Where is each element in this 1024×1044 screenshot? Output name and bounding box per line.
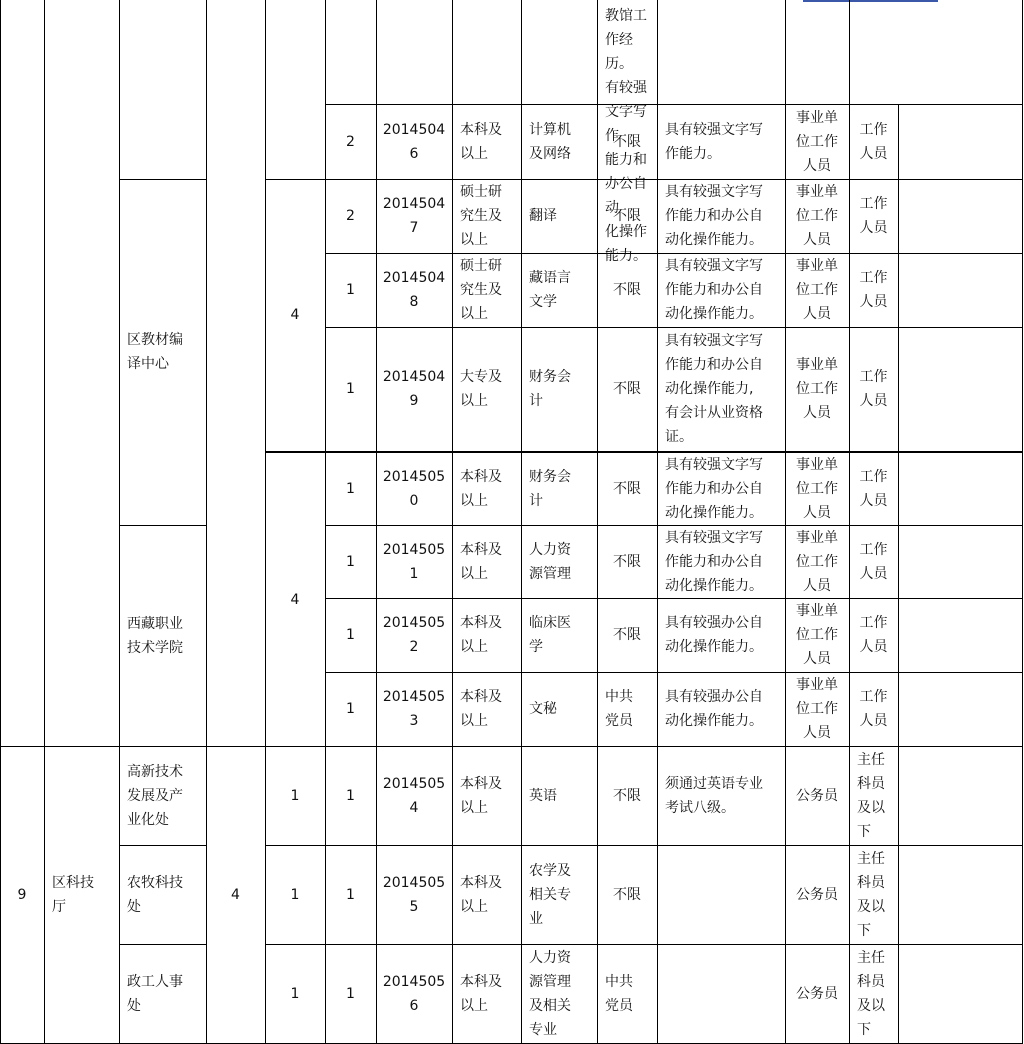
table-cell bbox=[898, 253, 1023, 328]
table-cell bbox=[325, 179, 377, 254]
cell-text: 本科及 以上 bbox=[460, 689, 502, 729]
table-cell bbox=[785, 598, 850, 673]
table-cell bbox=[597, 746, 658, 846]
cell-text: 不限 bbox=[613, 553, 641, 570]
table-cell bbox=[898, 672, 1023, 747]
table-cell bbox=[597, 104, 658, 180]
table-cell bbox=[521, 525, 598, 599]
table-cell bbox=[849, 746, 899, 846]
table-cell bbox=[452, 253, 522, 328]
cell-text: 政工人事 处 bbox=[127, 973, 183, 1014]
table-cell bbox=[376, 104, 453, 180]
cell-text: 2014505 3 bbox=[382, 689, 446, 729]
table-cell bbox=[376, 327, 453, 452]
table-cell bbox=[521, 0, 598, 105]
cell-text: 本科及 以上 bbox=[460, 775, 502, 816]
table-cell bbox=[849, 525, 899, 599]
table-cell bbox=[657, 0, 786, 105]
cell-text: 2014504 6 bbox=[382, 121, 446, 162]
table-cell bbox=[521, 598, 598, 673]
cell-text: 事业单 位工作 人员 bbox=[796, 677, 838, 741]
table-cell bbox=[376, 598, 453, 673]
table-cell bbox=[657, 944, 786, 1044]
table-cell bbox=[119, 0, 207, 180]
cell-text: 主任 科员 及以 下 bbox=[857, 949, 885, 1038]
table-cell bbox=[0, 0, 45, 747]
table-cell bbox=[44, 0, 120, 747]
table-cell bbox=[376, 672, 453, 747]
table-cell bbox=[785, 0, 850, 105]
table-cell bbox=[898, 525, 1023, 599]
cell-text: 1 bbox=[346, 282, 355, 298]
table-cell bbox=[597, 179, 658, 254]
cell-text: 具有较强文字写 作能力。 bbox=[665, 121, 763, 162]
cell-text: 不限 bbox=[613, 627, 641, 643]
table-cell bbox=[597, 525, 658, 599]
table-cell bbox=[452, 598, 522, 673]
table-cell bbox=[521, 944, 598, 1044]
cell-text: 本科及 以上 bbox=[460, 874, 502, 915]
table-cell bbox=[898, 179, 1023, 254]
cell-text: 不限 bbox=[613, 787, 641, 804]
table-cell bbox=[325, 525, 377, 599]
cell-text: 2 bbox=[346, 208, 355, 224]
table-cell bbox=[849, 327, 899, 452]
table-cell bbox=[452, 944, 522, 1044]
cell-text: 具有较强文字写 作能力和办公自 动化操作能力。 bbox=[665, 258, 763, 322]
cell-text: 英语 bbox=[529, 787, 557, 804]
cell-text: 具有较强文字写 作能力和办公自 动化操作能力, 有会计从业资格 证。 bbox=[665, 333, 763, 445]
cell-text: 工作 人员 bbox=[859, 469, 888, 509]
cell-text: 1 bbox=[290, 886, 300, 903]
table-cell bbox=[785, 525, 850, 599]
table-cell bbox=[521, 253, 598, 328]
table-cell bbox=[325, 327, 377, 452]
cell-text: 工作 人员 bbox=[859, 689, 888, 729]
cell-text: 不限 bbox=[613, 886, 641, 903]
cell-text: 2014505 0 bbox=[382, 469, 446, 509]
table-cell bbox=[265, 944, 326, 1044]
cell-text: 4 bbox=[290, 307, 300, 323]
cell-text: 不限 bbox=[613, 208, 641, 224]
table-cell bbox=[597, 845, 658, 945]
table-cell bbox=[898, 845, 1023, 945]
cell-text: 2014505 6 bbox=[382, 973, 446, 1014]
table-cell bbox=[521, 672, 598, 747]
table-cell bbox=[849, 253, 899, 328]
table-cell bbox=[785, 327, 850, 452]
table-cell bbox=[265, 746, 326, 846]
table-cell bbox=[325, 0, 377, 105]
table-cell bbox=[376, 253, 453, 328]
table-cell bbox=[657, 253, 786, 328]
cell-text: 2014505 4 bbox=[382, 775, 446, 816]
table-cell bbox=[325, 451, 377, 526]
cell-text: 中共 党员 bbox=[605, 689, 633, 729]
table-cell bbox=[119, 525, 207, 747]
cell-text: 本科及 以上 bbox=[460, 121, 502, 162]
table-cell bbox=[0, 746, 45, 1044]
table-cell bbox=[898, 598, 1023, 673]
table-cell bbox=[452, 104, 522, 180]
cell-text: 具有较强文字写 作能力和办公自 动化操作能力。 bbox=[665, 184, 763, 248]
table-cell bbox=[452, 179, 522, 254]
cell-text: 公务员 bbox=[796, 886, 838, 903]
table-cell bbox=[657, 451, 786, 526]
cell-text: 具有较强办公自 动化操作能力。 bbox=[665, 689, 763, 729]
cell-text: 事业单 位工作 人员 bbox=[796, 603, 838, 667]
cell-text: 公务员 bbox=[796, 985, 838, 1002]
table-cell bbox=[265, 0, 326, 180]
table-cell bbox=[785, 672, 850, 747]
table-cell bbox=[521, 104, 598, 180]
cell-text: 财务会 计 bbox=[529, 469, 571, 509]
table-cell bbox=[849, 672, 899, 747]
cell-text: 2014504 8 bbox=[382, 270, 446, 310]
table-cell bbox=[452, 0, 522, 105]
cell-text: 教馆工作经历。 有较强文字写作 能力和办公自动 化操作能力。 bbox=[605, 8, 647, 264]
table-cell bbox=[657, 179, 786, 254]
cell-text: 高新技术 发展及产 业化处 bbox=[127, 763, 183, 828]
table-cell bbox=[785, 179, 850, 254]
cell-text: 2 bbox=[346, 133, 355, 150]
cell-text: 硕士研 究生及 以上 bbox=[460, 258, 502, 322]
cell-text: 工作 人员 bbox=[859, 196, 888, 236]
cell-text: 事业单 位工作 人员 bbox=[796, 529, 838, 594]
cell-text: 1 bbox=[290, 787, 300, 804]
cell-text: 工作 人员 bbox=[859, 369, 888, 409]
cell-text: 1 bbox=[346, 627, 355, 643]
cell-text: 不限 bbox=[613, 481, 641, 497]
cell-text: 本科及 以上 bbox=[460, 973, 502, 1014]
table-cell bbox=[597, 451, 658, 526]
table-cell bbox=[452, 746, 522, 846]
cell-text: 区教材编 译中心 bbox=[127, 332, 183, 372]
cell-text: 1 bbox=[346, 701, 355, 717]
table-cell bbox=[452, 451, 522, 526]
cell-text: 2014505 1 bbox=[382, 541, 446, 582]
table-cell bbox=[898, 327, 1023, 452]
table-cell bbox=[657, 672, 786, 747]
table-cell bbox=[452, 525, 522, 599]
table-cell bbox=[898, 944, 1023, 1044]
cell-text: 临床医 学 bbox=[529, 615, 571, 655]
table-cell bbox=[452, 327, 522, 452]
table-cell bbox=[521, 845, 598, 945]
cell-text: 1 bbox=[346, 481, 355, 497]
table-cell bbox=[325, 845, 377, 945]
cell-text: 人力资 源管理 及相关 专业 bbox=[529, 949, 571, 1038]
cell-text: 不限 bbox=[613, 381, 641, 397]
table-cell bbox=[597, 672, 658, 747]
table-cell bbox=[521, 451, 598, 526]
table-cell bbox=[657, 104, 786, 180]
cell-text: 事业单 位工作 人员 bbox=[796, 357, 838, 421]
table-cell bbox=[325, 598, 377, 673]
cell-text: 具有较强办公自 动化操作能力。 bbox=[665, 615, 763, 655]
table-cell bbox=[119, 179, 207, 526]
cell-text: 1 bbox=[346, 381, 355, 397]
cell-text: 2014504 9 bbox=[382, 369, 446, 409]
table-cell bbox=[898, 104, 1023, 180]
cell-text: 硕士研 究生及 以上 bbox=[460, 184, 502, 248]
cell-text: 工作 人员 bbox=[859, 541, 888, 582]
cell-text: 9 bbox=[17, 886, 27, 903]
table-cell bbox=[376, 525, 453, 599]
table-cell bbox=[597, 253, 658, 328]
table-cell bbox=[785, 104, 850, 180]
table-cell bbox=[265, 451, 326, 747]
table-cell bbox=[657, 746, 786, 846]
table-cell bbox=[849, 451, 899, 526]
cell-text: 工作 人员 bbox=[859, 615, 888, 655]
table-cell bbox=[657, 327, 786, 452]
table-cell bbox=[898, 451, 1023, 526]
table-cell bbox=[849, 179, 899, 254]
table-cell bbox=[849, 944, 899, 1044]
table-cell bbox=[452, 845, 522, 945]
cell-text: 事业单 位工作 人员 bbox=[796, 457, 838, 521]
cell-text: 具有较强文字写 作能力和办公自 动化操作能力。 bbox=[665, 529, 763, 594]
cell-text: 大专及 以上 bbox=[460, 369, 502, 409]
table-cell bbox=[376, 746, 453, 846]
table-cell bbox=[325, 944, 377, 1044]
cell-text: 2014505 5 bbox=[382, 874, 446, 915]
table-cell bbox=[376, 845, 453, 945]
cell-text: 藏语言 文学 bbox=[529, 270, 571, 310]
table-cell bbox=[898, 746, 1023, 846]
cell-text: 须通过英语专业 考试八级。 bbox=[665, 775, 763, 816]
cell-text: 2014504 7 bbox=[382, 196, 446, 236]
table-cell bbox=[785, 746, 850, 846]
table-cell bbox=[521, 746, 598, 846]
table-cell bbox=[785, 451, 850, 526]
table-cell bbox=[849, 0, 1023, 105]
cell-text: 西藏职业 技术学院 bbox=[127, 615, 183, 656]
cell-text: 翻译 bbox=[529, 208, 557, 224]
table-cell bbox=[521, 179, 598, 254]
cell-text: 1 bbox=[346, 553, 355, 570]
cell-text: 事业单 位工作 人员 bbox=[796, 258, 838, 322]
cell-text: 1 bbox=[346, 886, 355, 903]
cell-text: 本科及 以上 bbox=[460, 615, 502, 655]
table-cell bbox=[849, 598, 899, 673]
table-cell bbox=[325, 672, 377, 747]
table-cell bbox=[119, 845, 207, 945]
table-cell bbox=[119, 944, 207, 1044]
table-cell bbox=[597, 327, 658, 452]
cell-text: 工作 人员 bbox=[859, 270, 888, 310]
table-cell bbox=[657, 845, 786, 945]
table-cell bbox=[521, 327, 598, 452]
table-cell bbox=[265, 179, 326, 452]
cell-text: 中共 党员 bbox=[605, 973, 633, 1014]
table-cell bbox=[376, 451, 453, 526]
cell-text: 1 bbox=[290, 985, 300, 1002]
cell-text: 公务员 bbox=[796, 787, 838, 804]
table-cell bbox=[849, 104, 899, 180]
table-cell bbox=[265, 845, 326, 945]
table-cell bbox=[657, 598, 786, 673]
table-cell bbox=[785, 944, 850, 1044]
cell-text: 1 bbox=[346, 985, 355, 1002]
cell-text: 主任 科员 及以 下 bbox=[857, 751, 885, 840]
table-cell bbox=[376, 944, 453, 1044]
cell-text: 事业单 位工作 人员 bbox=[796, 184, 838, 248]
table-cell bbox=[119, 746, 207, 846]
cell-text: 计算机 及网络 bbox=[529, 121, 571, 162]
table-cell bbox=[849, 845, 899, 945]
cell-text: 4 bbox=[290, 591, 300, 608]
table-cell bbox=[376, 0, 453, 105]
table-cell bbox=[657, 525, 786, 599]
table-cell bbox=[452, 672, 522, 747]
cell-text: 文秘 bbox=[529, 701, 557, 717]
cell-text: 农学及 相关专 业 bbox=[529, 862, 571, 927]
table-cell bbox=[325, 746, 377, 846]
table-cell bbox=[597, 944, 658, 1044]
cell-text: 不限 bbox=[613, 133, 641, 150]
cell-text: 2014505 2 bbox=[382, 615, 446, 655]
table-cell bbox=[206, 746, 266, 1044]
cell-text: 本科及 以上 bbox=[460, 541, 502, 582]
cell-text: 不限 bbox=[613, 282, 641, 298]
cell-text: 区科技 厅 bbox=[52, 874, 94, 915]
table-cell bbox=[597, 598, 658, 673]
table-cell bbox=[44, 746, 120, 1044]
cell-text: 本科及 以上 bbox=[460, 469, 502, 509]
cell-text: 工作 人员 bbox=[859, 121, 888, 162]
table-cell bbox=[376, 179, 453, 254]
table-cell bbox=[785, 845, 850, 945]
table-cell bbox=[785, 253, 850, 328]
cell-text: 事业单 位工作 人员 bbox=[796, 109, 838, 174]
table-cell bbox=[325, 104, 377, 180]
cell-text: 4 bbox=[231, 886, 240, 903]
table-cell bbox=[325, 253, 377, 328]
table-cell bbox=[206, 0, 266, 747]
cell-text: 主任 科员 及以 下 bbox=[857, 850, 885, 939]
cell-text: 具有较强文字写 作能力和办公自 动化操作能力。 bbox=[665, 457, 763, 521]
cell-text: 财务会 计 bbox=[529, 369, 571, 409]
cell-text: 农牧科技 处 bbox=[127, 874, 183, 915]
cell-text: 1 bbox=[346, 787, 355, 804]
cell-text: 人力资 源管理 bbox=[529, 541, 571, 582]
